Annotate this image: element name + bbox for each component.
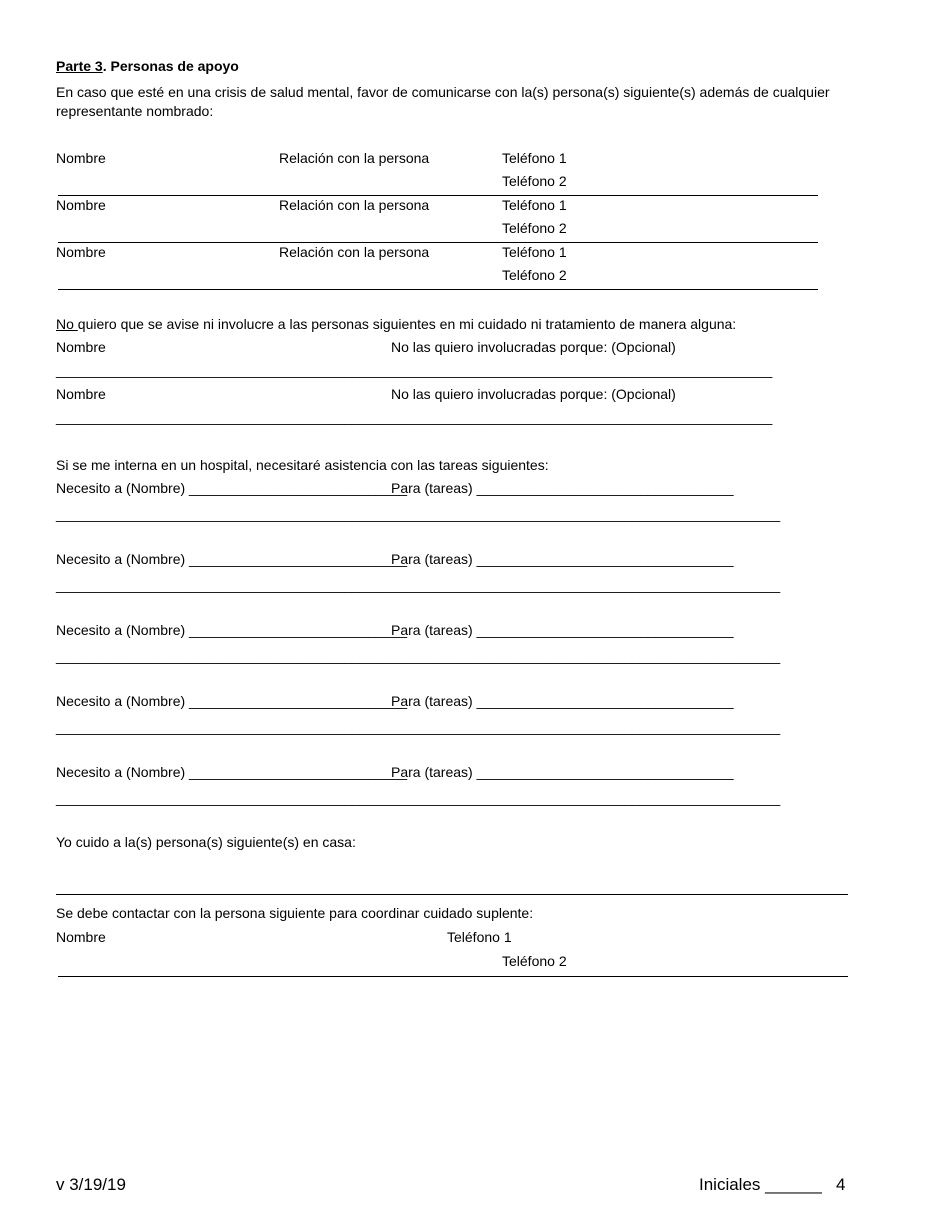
hospital-blank-line[interactable]: _____________________________________________________________________________________________: [56, 577, 781, 593]
phone1-label: Teléfono 1: [502, 244, 567, 260]
section-number: Parte 3: [56, 58, 103, 74]
exclude-intro: [56, 316, 736, 333]
row-divider: [58, 242, 818, 243]
exclude-intro-text: quiero que se avise ni involucre a las personas siguientes en mi cuidado ni tratamiento de manera alguna:: [77, 316, 737, 332]
exclude-blank-line[interactable]: ____________________________________________________________________________________________: [56, 362, 773, 378]
hospital-intro: Si se me interna en un hospital, necesitaré asistencia con las tareas siguientes:: [56, 457, 549, 473]
substitute-intro: Se debe contactar con la persona siguiente para coordinar cuidado suplente:: [56, 905, 534, 921]
phone1-label: Teléfono 1: [502, 150, 567, 166]
substitute-phone2-label: Teléfono 2: [502, 953, 567, 969]
exclude-name-label: Nombre: [56, 339, 106, 355]
relation-label: Relación con la persona: [279, 244, 430, 260]
substitute-phone1-label: Teléfono 1: [447, 929, 512, 945]
phone2-label: Teléfono 2: [502, 173, 567, 189]
relation-label: Relación con la persona: [279, 197, 430, 213]
version-label: v 3/19/19: [56, 1175, 126, 1194]
name-label: Nombre: [56, 150, 106, 166]
task-field[interactable]: Para (tareas) _________________________________: [391, 551, 734, 567]
section-heading: [56, 58, 239, 75]
hospital-blank-line[interactable]: _____________________________________________________________________________________________: [56, 790, 781, 806]
page-number: 4: [836, 1175, 846, 1194]
phone1-label: Teléfono 1: [502, 197, 567, 213]
task-field[interactable]: Para (tareas) _________________________________: [391, 622, 734, 638]
exclude-reason-label: No las quiero involucradas porque: (Opcional): [391, 339, 676, 355]
exclude-reason-label: No las quiero involucradas porque: (Opcional): [391, 386, 676, 402]
relation-label: Relación con la persona: [279, 150, 430, 166]
hospital-blank-line[interactable]: _____________________________________________________________________________________________: [56, 506, 781, 522]
care-blank-line[interactable]: [56, 894, 848, 895]
intro-line-2: representante nombrado:: [56, 103, 214, 119]
care-intro: Yo cuido a la(s) persona(s) siguiente(s) en casa:: [56, 834, 356, 850]
hospital-blank-line[interactable]: _____________________________________________________________________________________________: [56, 719, 781, 735]
substitute-divider: [58, 976, 848, 977]
task-field[interactable]: Para (tareas) _________________________________: [391, 480, 734, 496]
hospital-blank-line[interactable]: _____________________________________________________________________________________________: [56, 648, 781, 664]
name-label: Nombre: [56, 244, 106, 260]
initials-field[interactable]: Iniciales ______: [699, 1175, 822, 1194]
exclude-no-word: No: [56, 316, 78, 332]
phone2-label: Teléfono 2: [502, 267, 567, 283]
row-divider: [58, 195, 818, 196]
exclude-name-label: Nombre: [56, 386, 106, 402]
section-title: . Personas de apoyo: [102, 58, 239, 74]
intro-line-1: En caso que esté en una crisis de salud mental, favor de comunicarse con la(s) persona(s) siguiente(s) además de cualquier: [56, 84, 830, 100]
exclude-blank-line[interactable]: ____________________________________________________________________________________________: [56, 409, 773, 425]
need-name-field[interactable]: Necesito a (Nombre) ____________________________: [56, 764, 408, 780]
substitute-name-label: Nombre: [56, 929, 106, 945]
need-name-field[interactable]: Necesito a (Nombre) ____________________________: [56, 622, 408, 638]
phone2-label: Teléfono 2: [502, 220, 567, 236]
row-divider: [58, 289, 818, 290]
need-name-field[interactable]: Necesito a (Nombre) ____________________________: [56, 480, 408, 496]
task-field[interactable]: Para (tareas) _________________________________: [391, 693, 734, 709]
task-field[interactable]: Para (tareas) _________________________________: [391, 764, 734, 780]
need-name-field[interactable]: Necesito a (Nombre) ____________________________: [56, 551, 408, 567]
name-label: Nombre: [56, 197, 106, 213]
need-name-field[interactable]: Necesito a (Nombre) ____________________________: [56, 693, 408, 709]
